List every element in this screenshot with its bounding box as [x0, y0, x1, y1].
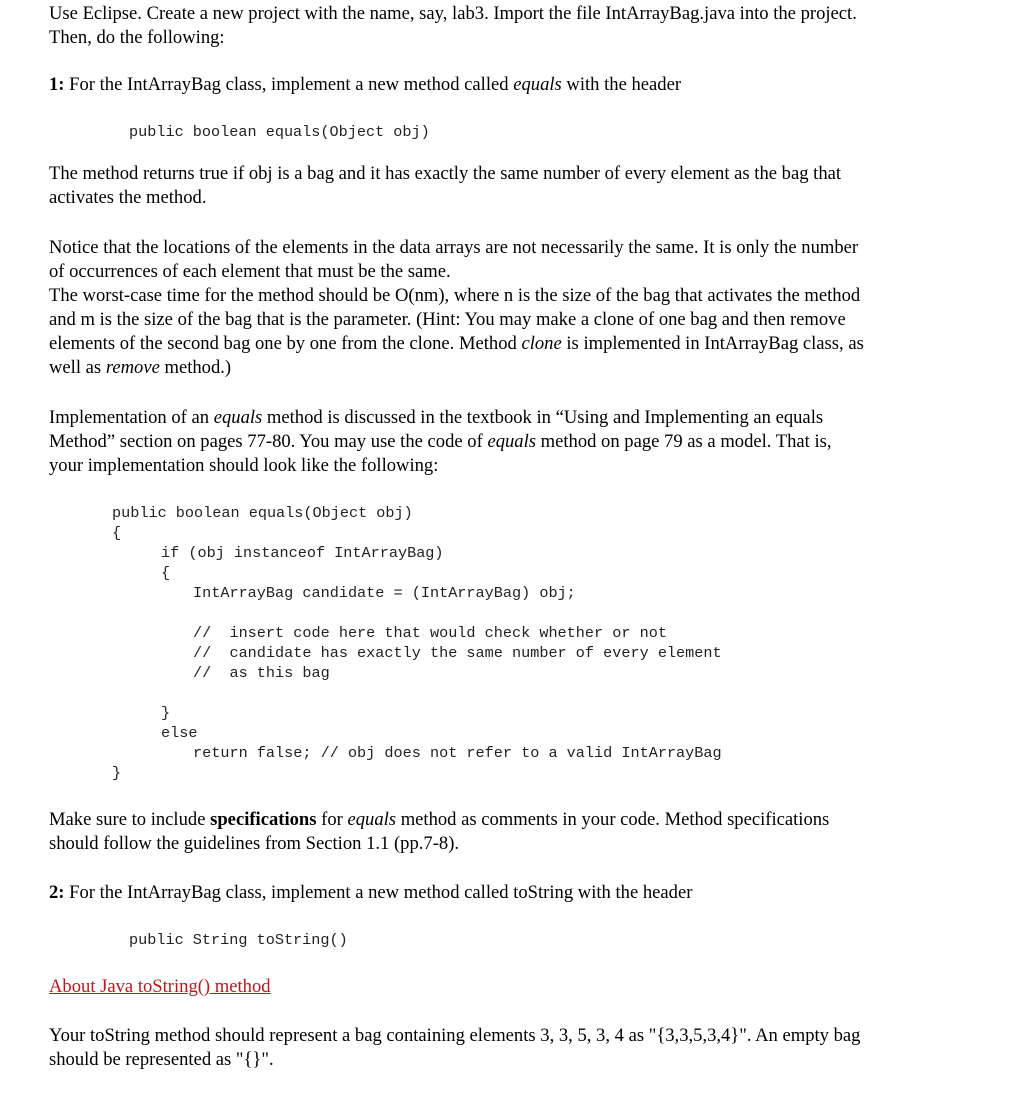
task1-p3-line3: your implementation should look like the following: [49, 455, 439, 476]
intro-line-1: Use Eclipse. Create a new project with the name, say, lab3. Import the file IntArrayBag.java into the project. [49, 3, 857, 24]
task1-p3-line1: Implementation of an equals method is discussed in the textbook in “Using and Implementing an equals [49, 407, 824, 428]
tostring-info-link[interactable]: About Java toString() method [49, 976, 271, 997]
task2-number: 2: [49, 882, 65, 903]
code-line: return false; // obj does not refer to a valid IntArrayBag [193, 744, 722, 762]
code-line: { [161, 564, 171, 582]
code-line: } [161, 704, 171, 722]
task1-p2-line4: and m is the size of the bag that is the parameter. (Hint: You may make a clone of one bag and then remove [49, 309, 846, 330]
code-line: else [161, 724, 198, 742]
task1-header-code: public boolean equals(Object obj) [129, 123, 430, 141]
code-line: public boolean equals(Object obj) [112, 504, 413, 522]
task2-p1-line1: Your toString method should represent a bag containing elements 3, 3, 5, 3, 4 as "{3,3,5,3,4}". An empty bag [49, 1025, 861, 1046]
task1-heading: 1: For the IntArrayBag class, implement a new method called equals with the header [49, 74, 682, 95]
task1-p2-line1: Notice that the locations of the elements in the data arrays are not necessarily the same. It is only the number [49, 237, 859, 258]
code-line: // as this bag [193, 664, 330, 682]
code-line: IntArrayBag candidate = (IntArrayBag) obj; [193, 584, 576, 602]
task1-p1-line1: The method returns true if obj is a bag and it has exactly the same number of every element as the bag that [49, 163, 842, 184]
task2-heading: 2: For the IntArrayBag class, implement a new method called toString with the header [49, 882, 693, 903]
code-line: // insert code here that would check whether or not [193, 624, 667, 642]
task1-p2-line6: well as remove method.) [49, 357, 232, 378]
task2-header-code: public String toString() [129, 931, 348, 949]
intro-line-2: Then, do the following: [49, 27, 225, 48]
task1-p2-line3: The worst-case time for the method should be O(nm), where n is the size of the bag that activates the method [49, 285, 861, 306]
code-line: if (obj instanceof IntArrayBag) [161, 544, 444, 562]
code-line: // candidate has exactly the same number of every element [193, 644, 722, 662]
task2-link-line [49, 975, 271, 999]
code-line: } [112, 764, 122, 782]
task1-p2-line5: elements of the second bag one by one from the clone. Method clone is implemented in IntArrayBag class, as [49, 333, 864, 354]
task1-p3-line2: Method” section on pages 77-80. You may use the code of equals method on page 79 as a model. That is, [49, 431, 832, 452]
code-line: { [112, 524, 122, 542]
task1-p4-line1: Make sure to include specifications for equals method as comments in your code. Method specifications [49, 809, 830, 830]
task1-p1-line2: activates the method. [49, 187, 207, 208]
task1-number: 1: [49, 74, 65, 95]
task1-p4-line2: should follow the guidelines from Section 1.1 (pp.7-8). [49, 833, 460, 854]
task1-p2-line2: of occurrences of each element that must be the same. [49, 261, 451, 282]
task2-p1-line2: should be represented as "{}". [49, 1049, 274, 1070]
